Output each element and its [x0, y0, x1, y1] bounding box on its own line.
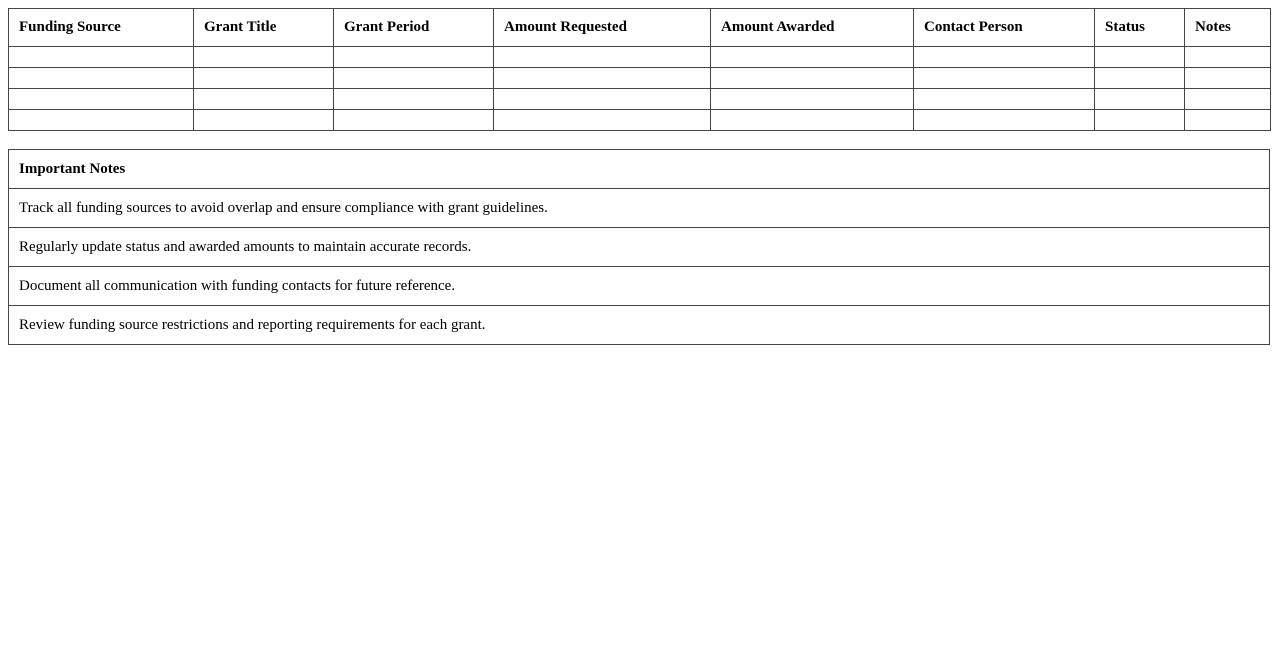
list-item: [9, 306, 1270, 345]
important-notes-heading: Important Notes: [9, 150, 1270, 189]
table-cell[interactable]: [914, 89, 1095, 110]
list-item: [9, 189, 1270, 228]
column-header-funding-source: Funding Source: [9, 9, 194, 47]
table-cell[interactable]: [1095, 47, 1185, 68]
table-row: [9, 47, 1271, 68]
table-cell[interactable]: [711, 110, 914, 131]
table-cell[interactable]: [334, 47, 494, 68]
grant-tracking-table: [8, 8, 1271, 131]
column-header-amount-requested: Amount Requested: [494, 9, 711, 47]
table-cell[interactable]: [711, 47, 914, 68]
table-cell[interactable]: [9, 68, 194, 89]
table-cell[interactable]: [711, 89, 914, 110]
note-text: Review funding source restrictions and reporting requirements for each grant.: [9, 306, 1270, 345]
column-header-grant-title: Grant Title: [194, 9, 334, 47]
table-cell[interactable]: [1095, 89, 1185, 110]
table-cell[interactable]: [334, 110, 494, 131]
table-cell[interactable]: [1095, 110, 1185, 131]
table-cell[interactable]: [9, 89, 194, 110]
table-cell[interactable]: [194, 89, 334, 110]
table-cell[interactable]: [494, 68, 711, 89]
column-header-notes: Notes: [1185, 9, 1271, 47]
column-header-status: Status: [1095, 9, 1185, 47]
table-cell[interactable]: [194, 47, 334, 68]
table-cell[interactable]: [334, 89, 494, 110]
table-cell[interactable]: [1185, 47, 1271, 68]
important-notes-table: [8, 149, 1270, 345]
table-cell[interactable]: [194, 110, 334, 131]
table-cell[interactable]: [914, 68, 1095, 89]
note-text: Track all funding sources to avoid overlap and ensure compliance with grant guidelines.: [9, 189, 1270, 228]
table-cell[interactable]: [1185, 68, 1271, 89]
table-cell[interactable]: [1185, 110, 1271, 131]
table-cell[interactable]: [494, 110, 711, 131]
table-header-row: [9, 9, 1271, 47]
table-cell[interactable]: [711, 68, 914, 89]
table-cell[interactable]: [494, 89, 711, 110]
column-header-contact-person: Contact Person: [914, 9, 1095, 47]
table-row: [9, 89, 1271, 110]
table-cell[interactable]: [334, 68, 494, 89]
table-row: [9, 68, 1271, 89]
note-text: Document all communication with funding contacts for future reference.: [9, 267, 1270, 306]
table-row: [9, 110, 1271, 131]
table-cell[interactable]: [9, 47, 194, 68]
table-cell[interactable]: [914, 47, 1095, 68]
column-header-amount-awarded: Amount Awarded: [711, 9, 914, 47]
list-item: [9, 267, 1270, 306]
table-cell[interactable]: [9, 110, 194, 131]
column-header-grant-period: Grant Period: [334, 9, 494, 47]
table-cell[interactable]: [914, 110, 1095, 131]
list-item: [9, 228, 1270, 267]
notes-header-row: [9, 150, 1270, 189]
table-cell[interactable]: [194, 68, 334, 89]
table-cell[interactable]: [1185, 89, 1271, 110]
table-cell[interactable]: [1095, 68, 1185, 89]
note-text: Regularly update status and awarded amounts to maintain accurate records.: [9, 228, 1270, 267]
table-cell[interactable]: [494, 47, 711, 68]
